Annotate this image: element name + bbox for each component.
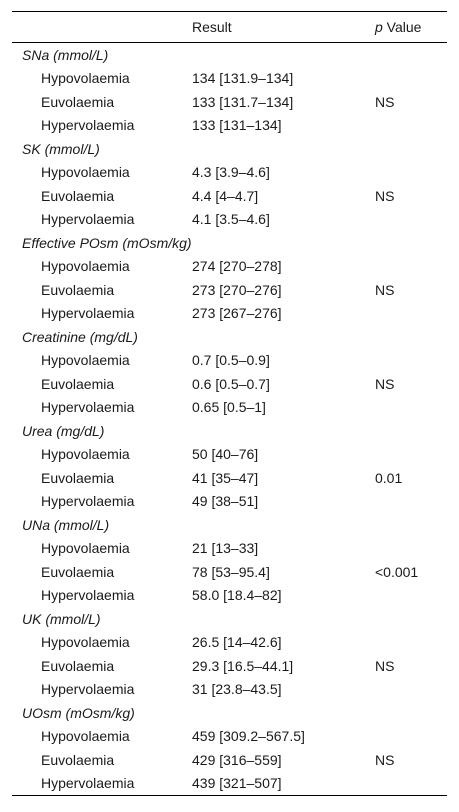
group-label: Euvolaemia [41, 281, 115, 298]
table-row [12, 90, 447, 114]
table-row [12, 161, 447, 185]
result-value: 273 [270–276] [192, 281, 282, 298]
group-label: Euvolaemia [41, 375, 115, 392]
result-value: 273 [267–276] [192, 305, 282, 322]
table-row [12, 560, 447, 584]
group-label: Hypovolaemia [41, 540, 130, 557]
header-p-italic: p [375, 19, 383, 35]
section-title: Effective POsm (mOsm/kg) [22, 234, 192, 251]
section-header-row [12, 231, 447, 255]
section-header-row [12, 43, 447, 67]
group-label: Hypervolaemia [41, 681, 135, 698]
p-value [365, 255, 447, 279]
table-row [12, 184, 447, 208]
group-label: Hypovolaemia [41, 728, 130, 745]
table-row [12, 302, 447, 326]
table-row [12, 255, 447, 279]
result-value: 31 [23.8–43.5] [192, 681, 282, 698]
table-row [12, 537, 447, 561]
group-label: Hypervolaemia [41, 493, 135, 510]
table-row [12, 654, 447, 678]
group-label: Hypovolaemia [41, 634, 130, 651]
table-row [12, 67, 447, 91]
group-label: Hypovolaemia [41, 70, 130, 87]
p-value [365, 537, 447, 561]
p-value: NS [375, 657, 395, 674]
p-value: <0.001 [375, 563, 419, 580]
p-value [365, 678, 447, 702]
group-label: Euvolaemia [41, 563, 115, 580]
table-row [12, 490, 447, 514]
p-value: NS [375, 187, 395, 204]
section-header-row [12, 513, 447, 537]
p-value [365, 631, 447, 655]
header-p-rest: Value [382, 19, 422, 35]
result-value: 4.3 [3.9–4.6] [192, 164, 270, 181]
result-value: 429 [316–559] [192, 751, 282, 768]
header-empty-cell [12, 12, 182, 43]
header-p-value [365, 12, 447, 43]
group-label: Hypovolaemia [41, 258, 130, 275]
group-label: Hypervolaemia [41, 117, 135, 134]
p-value [365, 396, 447, 420]
section-title: UNa (mmol/L) [22, 516, 110, 533]
result-value: 26.5 [14–42.6] [192, 634, 282, 651]
table-row [12, 725, 447, 749]
section-title: Urea (mg/dL) [22, 422, 105, 439]
group-label: Hypovolaemia [41, 164, 130, 181]
p-value [365, 443, 447, 467]
group-label: Hypovolaemia [41, 446, 130, 463]
group-label: Hypervolaemia [41, 587, 135, 604]
result-value: 439 [321–507] [192, 775, 282, 792]
p-value [365, 114, 447, 138]
table-row [12, 372, 447, 396]
results-table [12, 11, 447, 796]
group-label: Euvolaemia [41, 751, 115, 768]
result-value: 58.0 [18.4–82] [192, 587, 282, 604]
p-value [365, 772, 447, 796]
result-value: 4.1 [3.5–4.6] [192, 211, 270, 228]
p-value [365, 302, 447, 326]
p-value [365, 67, 447, 91]
result-value: 133 [131–134] [192, 117, 282, 134]
group-label: Euvolaemia [41, 657, 115, 674]
table-header [12, 12, 447, 43]
section-title: Creatinine (mg/dL) [22, 328, 138, 345]
result-value: 4.4 [4–4.7] [192, 187, 259, 204]
p-value: NS [375, 93, 395, 110]
header-result: Result [192, 19, 232, 35]
p-value [365, 584, 447, 608]
group-label: Hypervolaemia [41, 305, 135, 322]
table-row [12, 278, 447, 302]
results-table-container [12, 11, 447, 796]
result-value: 0.65 [0.5–1] [192, 399, 266, 416]
group-label: Hypervolaemia [41, 211, 135, 228]
table-body [12, 43, 447, 796]
p-value: 0.01 [375, 469, 403, 486]
p-value [365, 349, 447, 373]
table-row [12, 349, 447, 373]
table-row [12, 772, 447, 796]
section-header-row [12, 325, 447, 349]
result-value: 134 [131.9–134] [192, 70, 294, 87]
header-row [12, 12, 447, 43]
table-row [12, 396, 447, 420]
result-value: 0.6 [0.5–0.7] [192, 375, 270, 392]
result-value: 133 [131.7–134] [192, 93, 294, 110]
group-label: Euvolaemia [41, 187, 115, 204]
p-value: NS [375, 281, 395, 298]
section-title: UOsm (mOsm/kg) [22, 704, 135, 721]
section-title: UK (mmol/L) [22, 610, 101, 627]
table-row [12, 443, 447, 467]
section-header-row [12, 419, 447, 443]
p-value: NS [375, 375, 395, 392]
section-header-row [12, 701, 447, 725]
table-row [12, 466, 447, 490]
p-value [365, 208, 447, 232]
table-row [12, 678, 447, 702]
table-row [12, 748, 447, 772]
result-value: 29.3 [16.5–44.1] [192, 657, 294, 674]
group-label: Euvolaemia [41, 93, 115, 110]
table-row [12, 584, 447, 608]
p-value [365, 725, 447, 749]
p-value [365, 161, 447, 185]
table-row [12, 114, 447, 138]
result-value: 41 [35–47] [192, 469, 259, 486]
result-value: 49 [38–51] [192, 493, 259, 510]
result-value: 78 [53–95.4] [192, 563, 270, 580]
table-row [12, 631, 447, 655]
group-label: Hypovolaemia [41, 352, 130, 369]
table-row [12, 208, 447, 232]
section-header-row [12, 607, 447, 631]
p-value [365, 490, 447, 514]
group-label: Euvolaemia [41, 469, 115, 486]
section-title: SK (mmol/L) [22, 140, 100, 157]
section-header-row [12, 137, 447, 161]
result-value: 21 [13–33] [192, 540, 259, 557]
result-value: 0.7 [0.5–0.9] [192, 352, 270, 369]
result-value: 50 [40–76] [192, 446, 259, 463]
group-label: Hypervolaemia [41, 399, 135, 416]
p-value: NS [375, 751, 395, 768]
result-value: 459 [309.2–567.5] [192, 728, 305, 745]
section-title: SNa (mmol/L) [22, 46, 109, 63]
group-label: Hypervolaemia [41, 775, 135, 792]
result-value: 274 [270–278] [192, 258, 282, 275]
